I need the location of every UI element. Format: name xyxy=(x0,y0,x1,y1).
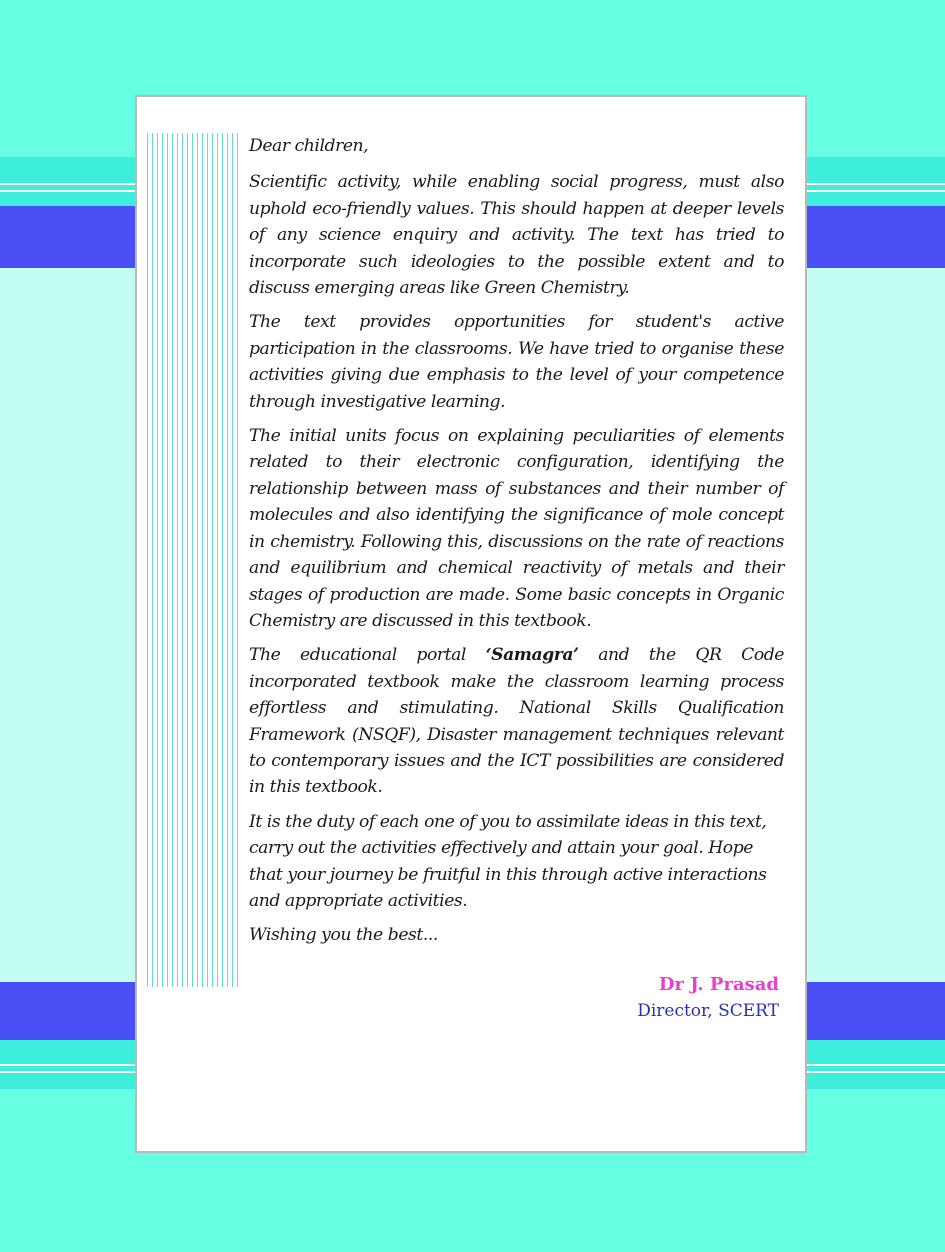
paragraph-1: Scientific activity, while enabling social progress, must also uphold eco-friendly values. This should happen at deeper levels of any science enquiry and activity. The text has tried to incorporate such ideologies to the possible extent and to discuss emerging areas like Green Chemistry. xyxy=(249,172,784,299)
samagra-portal-name: ‘Samagra’ xyxy=(485,645,579,666)
paragraph-2: The text provides opportunities for student's active participation in the classrooms. We have tried to organise these activities giving due emphasis to the level of your competence through investigative learning. xyxy=(249,312,784,412)
signatory-title: Director, SCERT xyxy=(637,1001,779,1021)
paragraph-4 xyxy=(249,642,784,800)
letter-body xyxy=(249,133,784,957)
paragraph-3: The initial units focus on explaining peculiarities of elements related to their electronic configuration, identifying the relationship between mass of substances and their number of molecules and also identifying the significance of mole concept in chemistry. Following this, discussions on the rate of reactions and equilibrium and chemical reactivity of metals and their stages of production are made. Some basic concepts in Organic Chemistry are discussed in this textbook. xyxy=(249,426,784,631)
vertical-lines-decoration xyxy=(147,133,241,987)
paragraph-4-rest: and the QR Code incorporated textbook make the classroom learning process effortless and stimulating. National Skills Qualification Framework (NSQF), Disaster management techniques relevant to contemporary issues and the ICT possibilities are considered in this textbook. xyxy=(249,645,784,798)
paragraph-4-start: The educational portal xyxy=(249,645,486,666)
salutation: Dear children, xyxy=(249,136,369,156)
signatory-name: Dr J. Prasad xyxy=(658,974,779,995)
closing-line: Wishing you the best... xyxy=(249,925,438,946)
letter-page xyxy=(135,95,807,1153)
signature-block xyxy=(637,971,779,1024)
paragraph-5: It is the duty of each one of you to assimilate ideas in this text, carry out the activities effectively and attain your goal. Hope that your journey be fruitful in this through active interactions and appropriate activities. xyxy=(249,811,767,911)
